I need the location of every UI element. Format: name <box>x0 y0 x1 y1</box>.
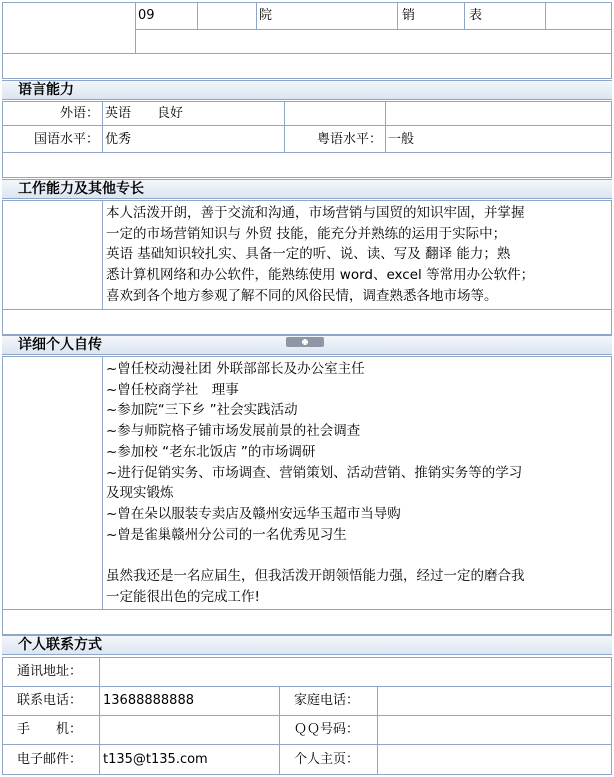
cantonese-label-cell <box>284 125 386 153</box>
mobile-label: 手 机： <box>17 722 83 737</box>
cantonese-value: 一般 <box>388 132 415 147</box>
homepage-label-cell <box>279 744 378 775</box>
biography-line: ~曾在朵以服装专卖店及赣州安远华玉超市当导购 <box>106 505 401 522</box>
section-title-skills: 工作能力及其他专长 <box>18 181 144 197</box>
section-header-skills <box>2 179 612 199</box>
homepage-label: 个人主页： <box>294 752 360 767</box>
biography-line: 及现实锻炼 <box>106 485 174 502</box>
mandarin-label-cell <box>2 125 103 153</box>
spacer-row-2 <box>2 152 612 178</box>
mandarin-value: 优秀 <box>105 132 132 147</box>
home-phone-value-cell <box>377 686 612 716</box>
skills-text-cell <box>102 200 612 310</box>
section-header-contact <box>2 635 612 655</box>
biography-line: 一定能很出色的完成工作! <box>106 588 260 605</box>
spacer-row-4 <box>2 609 612 635</box>
mandarin-value-cell <box>102 125 285 153</box>
top-cell-2 <box>197 2 257 30</box>
biography-line: ~参加院“三下乡 ”社会实践活动 <box>106 402 298 419</box>
biography-line: ~曾是雀巢赣州分公司的一名优秀见习生 <box>106 526 347 543</box>
top-cell-1-text: 09 <box>138 8 155 23</box>
skills-line: 一定的市场营销知识与 外贸 技能，能充分并熟练的运用于实际中； <box>106 225 507 242</box>
cantonese-label: 粤语水平： <box>316 132 382 147</box>
top-cell-1 <box>135 2 198 30</box>
biography-line: ~参与师院格子铺市场发展前景的社会调查 <box>106 423 361 440</box>
section-title-biography: 详细个人自传 <box>18 337 102 353</box>
qq-value-cell <box>377 715 612 745</box>
address-value-cell <box>99 657 612 687</box>
top-cell-4-text: 销 <box>402 8 416 23</box>
top-cell-6 <box>545 2 612 30</box>
language-empty-2 <box>385 101 612 126</box>
cantonese-value-cell <box>385 125 612 153</box>
photo-cell <box>2 2 136 54</box>
qq-label: ＱＱ号码： <box>294 722 360 737</box>
phone-value: 13688888888 <box>103 693 194 708</box>
top-cell-3 <box>256 2 398 30</box>
skills-line: 英语 基础知识较扎实、具备一定的听、说、读、写及 翻译 能力；熟 <box>106 246 511 263</box>
foreign-value-cell <box>102 101 285 126</box>
phone-value-cell <box>99 686 280 716</box>
biography-line <box>106 545 525 566</box>
homepage-value-cell <box>377 744 612 775</box>
qq-label-cell <box>279 715 378 745</box>
phone-label: 联系电话： <box>17 693 83 708</box>
address-label-cell <box>2 657 100 687</box>
home-phone-label-cell <box>279 686 378 716</box>
biography-line: ~曾任校动漫社团 外联部部长及办公室主任 <box>106 361 365 377</box>
spacer-row-1 <box>2 53 612 79</box>
biography-line: ~曾任校商学社 理事 <box>106 381 239 398</box>
spacer-row-3 <box>2 309 612 335</box>
address-label: 通讯地址： <box>17 664 83 679</box>
top-cell-3-text: 院 <box>259 8 273 23</box>
mandarin-label: 国语水平： <box>33 132 99 147</box>
section-header-language <box>2 80 612 100</box>
biography-text-cell <box>102 356 612 610</box>
foreign-label-cell <box>2 101 103 126</box>
section-title-language: 语言能力 <box>18 82 74 98</box>
email-label-cell <box>2 744 100 775</box>
mobile-value-cell <box>99 715 280 745</box>
top-cell-4 <box>397 2 465 30</box>
language-empty-1 <box>284 101 386 126</box>
skills-line: 本人活泼开朗，善于交流和沟通，市场营销与国贸的知识牢固，并掌握 <box>106 205 525 221</box>
plus-icon <box>286 337 324 347</box>
email-value: t135@t135.com <box>103 752 208 767</box>
mobile-label-cell <box>2 715 100 745</box>
home-phone-label: 家庭电话： <box>294 693 360 708</box>
biography-text <box>103 359 525 607</box>
skills-left-cell <box>2 200 103 310</box>
top-cell-5 <box>464 2 546 30</box>
foreign-label: 外语： <box>59 106 99 121</box>
skills-line: 喜欢到各个地方参观了解不同的风俗民情，调查熟悉各地市场等。 <box>106 287 498 304</box>
skills-text <box>103 203 534 307</box>
email-value-cell <box>99 744 280 775</box>
top-cell-5-text: 表 <box>469 8 483 23</box>
section-title-contact: 个人联系方式 <box>18 637 102 653</box>
skills-line: 悉计算机网络和办公软件，能熟练使用 word、excel 等常用办公软件； <box>106 267 535 284</box>
expand-button[interactable] <box>286 337 324 347</box>
biography-left-cell <box>2 356 103 610</box>
biography-line: 虽然我还是一名应届生，但我活泼开朗领悟能力强，经过一定的磨合我 <box>106 568 525 585</box>
top-cell-7 <box>135 29 612 54</box>
email-label: 电子邮件： <box>17 752 83 767</box>
biography-line: ~参加校 “老东北饭店 ”的市场调研 <box>106 443 316 460</box>
biography-line: ~进行促销实务、市场调查、营销策划、活动营销、推销实务等的学习 <box>106 464 523 481</box>
phone-label-cell <box>2 686 100 716</box>
foreign-value: 英语 良好 <box>105 106 184 121</box>
